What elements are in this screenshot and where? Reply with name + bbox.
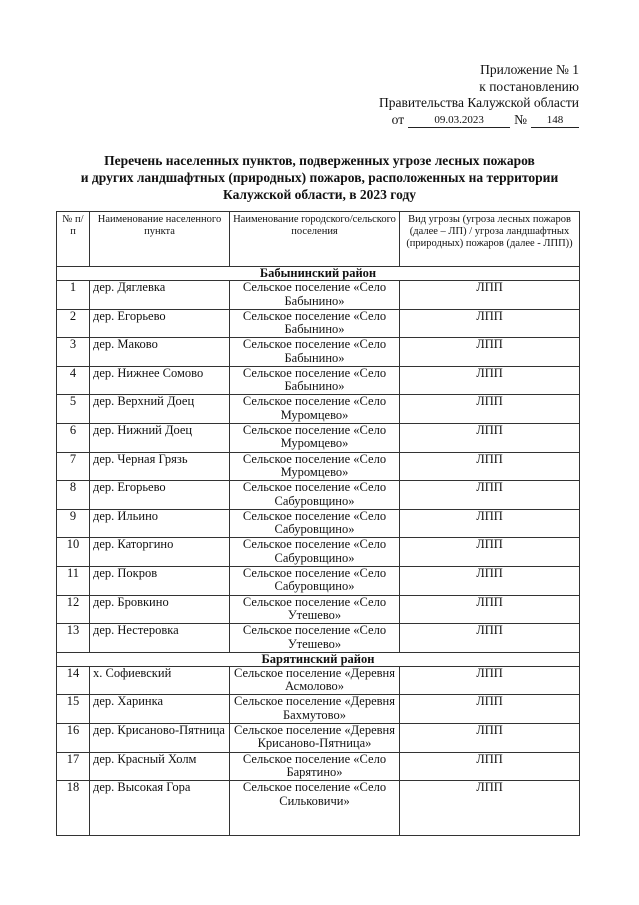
row-number: 2 — [57, 309, 90, 338]
municipality-name: Сельское поселение «Село Муромцево» — [230, 423, 400, 452]
from-label: от — [391, 111, 405, 127]
row-number: 14 — [57, 666, 90, 695]
settlements-table — [56, 211, 580, 836]
threat-type: ЛПП — [400, 366, 580, 395]
row-number: 13 — [57, 624, 90, 653]
settlement-name: дер. Крисаново-Пятница — [90, 723, 230, 752]
table-row — [57, 666, 580, 695]
settlement-name: дер. Нестеровка — [90, 624, 230, 653]
municipality-name: Сельское поселение «Село Муромцево» — [230, 452, 400, 481]
threat-type: ЛПП — [400, 624, 580, 653]
table-row — [57, 538, 580, 567]
threat-type: ЛПП — [400, 338, 580, 367]
threat-type: ЛПП — [400, 281, 580, 310]
settlement-name: дер. Нижнее Сомово — [90, 366, 230, 395]
municipality-name: Сельское поселение «Село Сильковичи» — [230, 781, 400, 836]
row-number: 17 — [57, 752, 90, 781]
settlement-name: дер. Егорьево — [90, 309, 230, 338]
settlement-name: х. Софиевский — [90, 666, 230, 695]
municipality-name: Сельское поселение «Деревня Крисаново-Пятница» — [230, 723, 400, 752]
title-line-2: и других ландшафтных (природных) пожаров, расположенных на территории — [80, 170, 559, 185]
row-number: 1 — [57, 281, 90, 310]
number-label: № — [514, 111, 527, 127]
municipality-name: Сельское поселение «Село Бабынино» — [230, 309, 400, 338]
annex-date-line — [319, 112, 579, 129]
annex-line-2: к постановлению — [479, 78, 579, 94]
annex-line-3: Правительства Калужской области — [378, 95, 579, 110]
threat-type: ЛПП — [400, 481, 580, 510]
municipality-name: Сельское поселение «Село Сабуровщино» — [230, 481, 400, 510]
table-row — [57, 566, 580, 595]
threat-type: ЛПП — [400, 695, 580, 724]
table-row — [57, 695, 580, 724]
header-num: № п/п — [57, 212, 90, 267]
district-row — [57, 267, 580, 281]
table-row — [57, 624, 580, 653]
table-row — [57, 395, 580, 424]
threat-type: ЛПП — [400, 395, 580, 424]
threat-type: ЛПП — [400, 309, 580, 338]
table-row — [57, 752, 580, 781]
row-number: 8 — [57, 481, 90, 510]
settlement-name: дер. Дяглевка — [90, 281, 230, 310]
threat-type: ЛПП — [400, 509, 580, 538]
header-municipality: Наименование городского/сельского поселения — [230, 212, 400, 267]
row-number: 10 — [57, 538, 90, 567]
table-row — [57, 452, 580, 481]
threat-type: ЛПП — [400, 566, 580, 595]
threat-type: ЛПП — [400, 423, 580, 452]
settlement-name: дер. Каторгино — [90, 538, 230, 567]
municipality-name: Сельское поселение «Деревня Бахмутово» — [230, 695, 400, 724]
threat-type: ЛПП — [400, 723, 580, 752]
municipality-name: Сельское поселение «Село Сабуровщино» — [230, 566, 400, 595]
settlement-name: дер. Егорьево — [90, 481, 230, 510]
row-number: 15 — [57, 695, 90, 724]
table-row — [57, 281, 580, 310]
settlement-name: дер. Бровкино — [90, 595, 230, 624]
municipality-name: Сельское поселение «Село Барятино» — [230, 752, 400, 781]
title-line-1: Перечень населенных пунктов, подверженных угрозе лесных пожаров — [104, 153, 535, 168]
municipality-name: Сельское поселение «Село Муромцево» — [230, 395, 400, 424]
document-title — [40, 152, 599, 203]
header-threat: Вид угрозы (угроза лесных пожаров (далее – ЛП) / угроза ландшафтных (природных) пожаров (далее - ЛПП)) — [400, 212, 580, 267]
settlement-name: дер. Покров — [90, 566, 230, 595]
settlement-name: дер. Черная Грязь — [90, 452, 230, 481]
threat-type: ЛПП — [400, 595, 580, 624]
municipality-name: Сельское поселение «Село Бабынино» — [230, 338, 400, 367]
row-number: 9 — [57, 509, 90, 538]
table-row — [57, 509, 580, 538]
decree-date: 09.03.2023 — [408, 114, 510, 128]
municipality-name: Сельское поселение «Деревня Асмолово» — [230, 666, 400, 695]
threat-type: ЛПП — [400, 538, 580, 567]
title-line-3: Калужской области, в 2023 году — [222, 187, 417, 202]
row-number: 5 — [57, 395, 90, 424]
row-number: 7 — [57, 452, 90, 481]
settlement-name: дер. Высокая Гора — [90, 781, 230, 836]
table-header-row — [57, 212, 580, 267]
table-body — [57, 267, 580, 836]
settlement-name: дер. Ильино — [90, 509, 230, 538]
table-row — [57, 309, 580, 338]
row-number: 12 — [57, 595, 90, 624]
district-name: Барятинский район — [57, 652, 580, 666]
municipality-name: Сельское поселение «Село Сабуровщино» — [230, 509, 400, 538]
table-row — [57, 423, 580, 452]
threat-type: ЛПП — [400, 452, 580, 481]
municipality-name: Сельское поселение «Село Бабынино» — [230, 366, 400, 395]
table-row — [57, 338, 580, 367]
district-row — [57, 652, 580, 666]
settlement-name: дер. Нижний Доец — [90, 423, 230, 452]
header-settlement: Наименование населенного пункта — [90, 212, 230, 267]
settlement-name: дер. Маково — [90, 338, 230, 367]
annex-line-1: Приложение № 1 — [480, 62, 579, 77]
threat-type: ЛПП — [400, 666, 580, 695]
row-number: 4 — [57, 366, 90, 395]
annex-block — [319, 62, 579, 128]
district-name: Бабынинский район — [57, 267, 580, 281]
threat-type: ЛПП — [400, 752, 580, 781]
municipality-name: Сельское поселение «Село Утешево» — [230, 595, 400, 624]
table-row — [57, 723, 580, 752]
row-number: 11 — [57, 566, 90, 595]
table-row — [57, 366, 580, 395]
table-row — [57, 781, 580, 836]
settlement-name: дер. Харинка — [90, 695, 230, 724]
municipality-name: Сельское поселение «Село Утешево» — [230, 624, 400, 653]
settlement-name: дер. Красный Холм — [90, 752, 230, 781]
row-number: 18 — [57, 781, 90, 836]
row-number: 16 — [57, 723, 90, 752]
table-row — [57, 595, 580, 624]
threat-type: ЛПП — [400, 781, 580, 836]
municipality-name: Сельское поселение «Село Бабынино» — [230, 281, 400, 310]
municipality-name: Сельское поселение «Село Сабуровщино» — [230, 538, 400, 567]
row-number: 3 — [57, 338, 90, 367]
row-number: 6 — [57, 423, 90, 452]
table-row — [57, 481, 580, 510]
settlement-name: дер. Верхний Доец — [90, 395, 230, 424]
decree-number: 148 — [531, 114, 579, 128]
